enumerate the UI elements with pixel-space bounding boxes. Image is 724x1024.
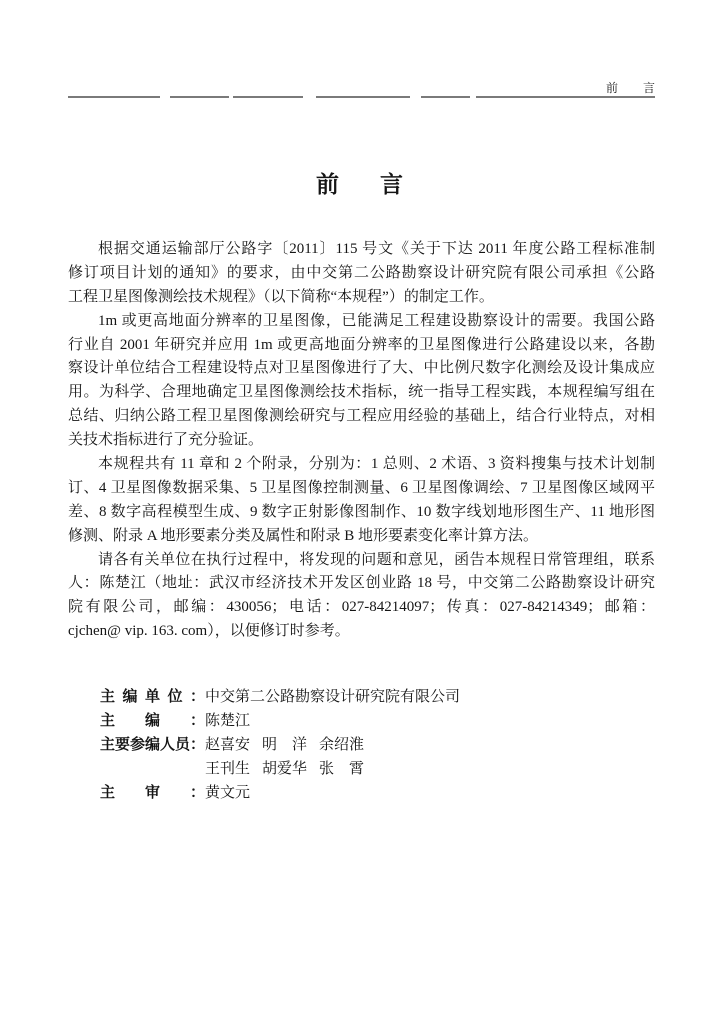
contributor-names-row-2 xyxy=(205,757,376,781)
credit-chief-reviewer xyxy=(100,781,460,805)
paragraph-2 xyxy=(68,310,655,453)
paragraph-3-line-2: 订、4 卫星图像数据采集、5 卫星图像控制测量、6 卫星图像调绘、7 卫星图像区域网平 xyxy=(68,479,655,496)
contributor-name: 张霄 xyxy=(319,761,364,777)
paragraph-1-line-1: 根据交通运输部厅公路字〔2011〕115 号文《关于下达 2011 年度公路工程标准制 xyxy=(98,241,655,257)
credit-value: 中交第二公路勘察设计研究院有限公司 xyxy=(205,689,461,705)
paragraph-2-line-1: 1m 或更高地面分辨率的卫星图像，已能满足工程建设勘察设计的需要。我国公路 xyxy=(98,312,655,329)
paragraph-2-line-2: 行业自 2001 年研究并应用 1m 或更高地面分辨率的卫星图像进行公路建设以来，各勘 xyxy=(68,336,655,353)
credit-chief-editor xyxy=(100,709,460,733)
paragraph-4-line-3: 院有限公司，邮编：430056；电话：027-84214097；传真：027-84214349；邮箱： xyxy=(68,599,655,616)
credit-contributors-continued xyxy=(100,757,460,781)
credits-block xyxy=(100,685,460,805)
credit-contributors xyxy=(100,733,460,757)
paragraph-1-line-3: 工程卫星图像测绘技术规程》（以下简称“本规程”）的制定工作。 xyxy=(68,288,494,305)
credit-value: 陈楚江 xyxy=(205,713,251,729)
paragraph-3-line-1: 本规程共有 11 章和 2 个附录，分别为：1 总则、2 术语、3 资料搜集与技术计划制 xyxy=(98,456,655,473)
running-header-title: 前言 xyxy=(606,81,655,95)
header-rule xyxy=(0,95,724,99)
paragraph-2-line-4: 用。为科学、合理地确定卫星图像测绘技术指标，统一指导工程实践，本规程编写组在 xyxy=(68,384,655,401)
paragraph-1-line-2: 修订项目计划的通知》的要求，由中交第二公路勘察设计研究院有限公司承担《公路 xyxy=(68,264,655,281)
paragraph-2-line-5: 总结、归纳公路工程卫星图像测绘研究与工程应用经验的基础上，结合行业特点，对相 xyxy=(68,408,655,425)
paragraph-3 xyxy=(68,453,655,549)
contributor-name: 明洋 xyxy=(262,737,307,753)
credit-label: 主编单位： xyxy=(100,689,205,705)
credit-label: 主审： xyxy=(100,785,205,801)
paragraph-3-line-3: 差、8 数字高程模型生成、9 数字正射影像图制作、10 数字线划地形图生产、11 地形图 xyxy=(68,503,655,520)
contributor-name: 赵喜安 xyxy=(205,737,251,753)
paragraph-2-line-6: 关技术指标进行了充分验证。 xyxy=(68,432,264,449)
paragraph-1 xyxy=(68,238,655,310)
credit-chief-unit xyxy=(100,685,460,709)
paragraph-4-line-4: cjchen@ vip. 163. com），以便修订时参考。 xyxy=(68,623,350,640)
paragraph-4-line-1: 请各有关单位在执行过程中，将发现的问题和意见，函告本规程日常管理组，联系 xyxy=(98,551,655,568)
contributor-names-row-1 xyxy=(205,733,376,757)
page-title: 前言 xyxy=(316,172,444,197)
contributor-name: 余绍淮 xyxy=(319,737,365,753)
paragraph-4 xyxy=(68,549,655,645)
paragraph-4-line-2: 人：陈楚江（地址：武汉市经济技术开发区创业路 18 号，中交第二公路勘察设计研究 xyxy=(68,575,655,592)
contributor-name: 胡爱华 xyxy=(262,761,308,777)
credit-label: 主编： xyxy=(100,713,205,729)
paragraph-2-line-3: 察设计单位结合工程建设特点对卫星图像进行了大、中比例尺数字化测绘及设计集成应 xyxy=(68,360,655,377)
paragraph-3-line-4: 修测、附录 A 地形要素分类及属性和附录 B 地形要素变化率计算方法。 xyxy=(68,527,539,544)
credit-value: 黄文元 xyxy=(205,785,251,801)
foreword-body xyxy=(68,238,655,644)
contributor-name: 王刊生 xyxy=(205,761,251,777)
credit-label: 主要参编人员： xyxy=(100,737,206,753)
